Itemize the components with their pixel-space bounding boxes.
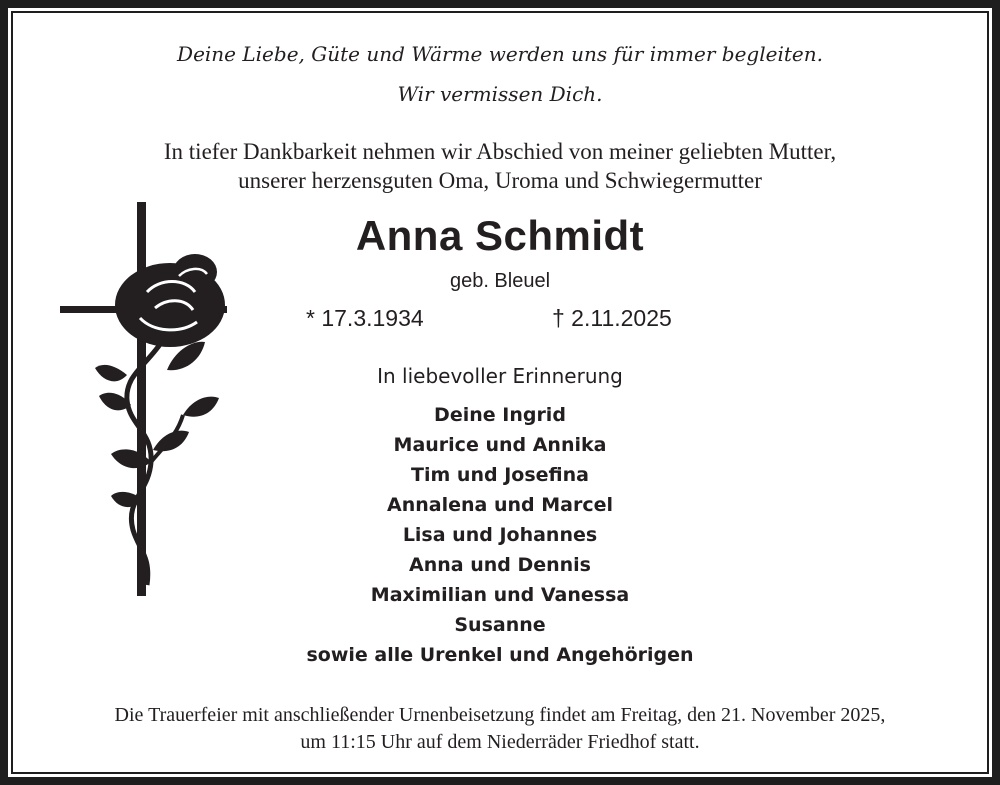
mourner-line: Lisa und Johannes xyxy=(402,524,598,546)
mourner-line: Annalena und Marcel xyxy=(387,494,613,516)
memorial-line: In liebevoller Erinnerung xyxy=(377,364,623,388)
intro-line-1: In tiefer Dankbarkeit nehmen wir Abschied von meiner geliebten Mutter, xyxy=(163,139,837,164)
funeral-line-2: um 11:15 Uhr auf dem Niederräder Friedhof statt. xyxy=(300,731,700,753)
death-date: † 2.11.2025 xyxy=(552,305,672,331)
intro-line-2: unserer herzensguten Oma, Uroma und Schwiegermutter xyxy=(238,168,762,193)
birth-name: geb. Bleuel xyxy=(449,270,551,292)
cross-with-rose-icon xyxy=(55,200,235,600)
mourner-line: Tim und Josefina xyxy=(411,464,589,486)
motto-line-1: Deine Liebe, Güte und Wärme werden uns für immer begleiten. xyxy=(177,42,823,66)
mourner-line: sowie alle Urenkel und Angehörigen xyxy=(306,644,694,666)
mourner-line: Maximilian und Vanessa xyxy=(370,584,630,606)
mourner-line: Anna und Dennis xyxy=(409,554,591,576)
mourner-line: Deine Ingrid xyxy=(434,404,566,426)
mourner-line: Maurice und Annika xyxy=(393,434,607,456)
deceased-name: Anna Schmidt xyxy=(355,212,645,259)
birth-date: * 17.3.1934 xyxy=(306,305,424,331)
mourner-line: Susanne xyxy=(454,614,546,636)
funeral-line-1: Die Trauerfeier mit anschließender Urnenbeisetzung findet am Freitag, den 21. November 2025, xyxy=(114,704,886,726)
motto-line-2: Wir vermissen Dich. xyxy=(397,82,603,106)
